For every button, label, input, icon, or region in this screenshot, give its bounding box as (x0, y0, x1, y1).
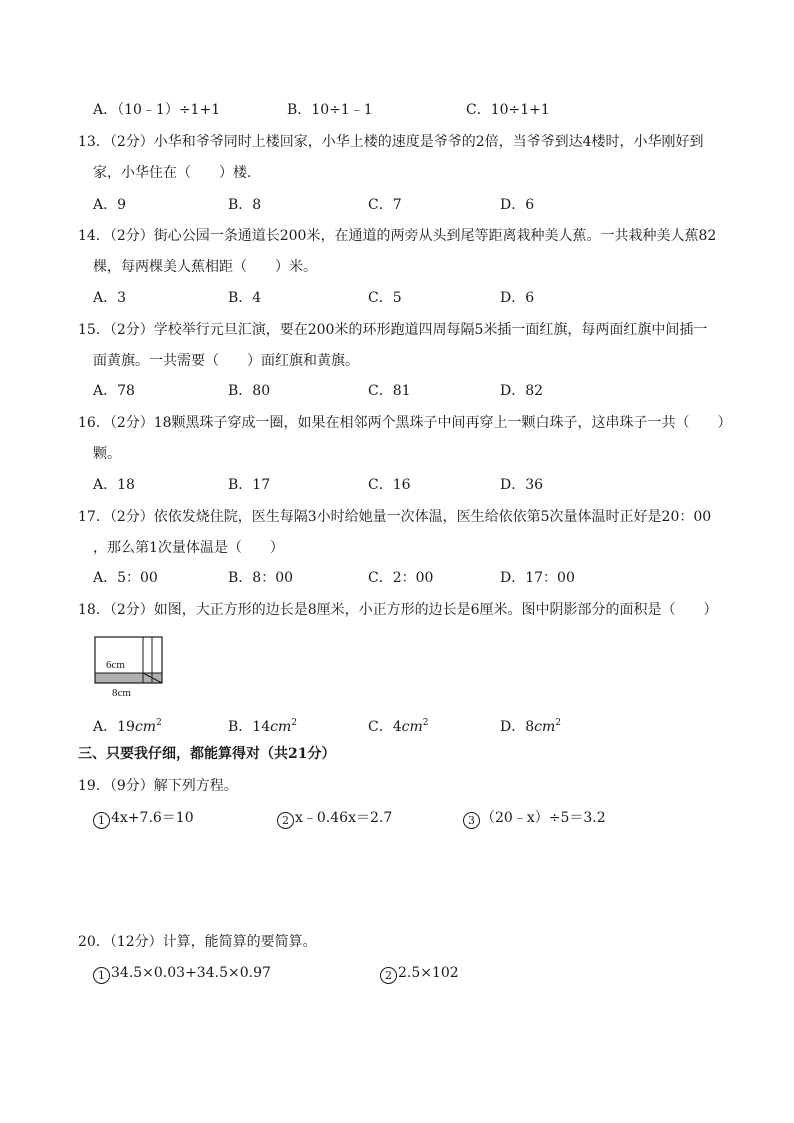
small-square-label: 6cm (106, 659, 125, 671)
q14-option-d: D．6 (500, 290, 535, 306)
circled-number-3: 3 (463, 812, 480, 829)
q20-expression-1: 1 34.5×0.03+34.5×0.97 (93, 963, 271, 984)
q19-equation-2: 2 x﹣0.46x＝2.7 (277, 808, 392, 829)
q13-option-b: B．8 (228, 197, 262, 213)
q13-option-a: A．9 (93, 197, 127, 213)
q15-option-b: B．80 (228, 383, 271, 399)
q17-option-a: A．5：00 (93, 570, 158, 586)
big-square-label: 8cm (112, 687, 131, 698)
q18-option-c: C．$4cm^2$ (368, 718, 429, 735)
q13-option-c: C．7 (368, 197, 402, 213)
q16-option-c: C．16 (368, 477, 411, 493)
q12-option-b: B．10÷1﹣1 (287, 102, 373, 118)
q16-text-line2: 颗。 (93, 446, 121, 462)
section-3-heading: 三、只要我仔细，都能算得对（共21分） (78, 746, 336, 762)
q18-option-b: B．$14cm^2$ (228, 718, 297, 735)
q15-option-a: A．78 (93, 383, 135, 399)
q15-text-line1: 15．（2分）学校举行元旦汇演，要在200米的环形跑道四周每隔5米插一面红旗，每两面红旗中间插一 (78, 322, 708, 338)
circled-number-1: 1 (93, 967, 110, 984)
q14-text-line1: 14．（2分）街心公园一条通道长200米，在通道的两旁从头到尾等距离栽种美人蕉。一共栽种美人蕉82 (78, 228, 717, 244)
q16-text-line1: 16．（2分）18颗黑珠子穿成一圈，如果在相邻两个黑珠子中间再穿上一颗白珠子，这串珠子一共（ ） (78, 415, 732, 431)
q17-option-d: D．17：00 (500, 570, 575, 586)
q20-title: 20．（12分）计算，能简算的要简算。 (78, 934, 317, 950)
q17-option-b: B．8：00 (228, 570, 294, 586)
q15-option-d: D．82 (500, 383, 544, 399)
q17-option-c: C．2：00 (368, 570, 434, 586)
q12-option-c: C．10÷1+1 (466, 102, 550, 118)
q17-text-line1: 17．（2分）依依发烧住院，医生每隔3小时给她量一次体温，医生给依依第5次量体温时正好是20：00 (78, 509, 712, 525)
q14-text-line2: 棵，每两棵美人蕉相距（ ）米。 (93, 259, 317, 275)
q14-option-b: B．4 (228, 290, 262, 306)
q19-equation-3: 3 （20﹣x）÷5＝3.2 (463, 808, 606, 829)
q14-option-a: A．3 (93, 290, 127, 306)
q14-option-c: C．5 (368, 290, 402, 306)
q13-text-line2: 家，小华住在（ ）楼． (93, 165, 261, 181)
q13-option-d: D．6 (500, 197, 535, 213)
q17-text-line2: ，那么第1次量体温是（ ） (93, 540, 284, 556)
q18-text-line1: 18．（2分）如图，大正方形的边长是8厘米，小正方形的边长是6厘米。图中阴影部分的面积是（ ） (78, 602, 718, 618)
q18-option-a: A．$19cm^2$ (93, 718, 162, 735)
q15-text-line2: 面黄旗。一共需要（ ）面红旗和黄旗。 (93, 353, 359, 369)
q18-option-d: D．$8cm^2$ (500, 718, 561, 735)
q16-option-b: B．17 (228, 477, 271, 493)
q20-expression-2: 2 2.5×102 (380, 963, 459, 984)
q18-square-figure (94, 636, 164, 698)
q13-text-line1: 13．（2分）小华和爷爷同时上楼回家，小华上楼的速度是爷爷的2倍，当爷爷到达4楼时，小华刚好到 (78, 134, 704, 150)
q19-title: 19．（9分）解下列方程。 (78, 778, 238, 794)
q12-option-a: A．（10﹣1）÷1+1 (93, 102, 221, 118)
circled-number-2: 2 (380, 967, 397, 984)
circled-number-2: 2 (277, 812, 294, 829)
q15-option-c: C．81 (368, 383, 411, 399)
q19-equation-1: 1 4x+7.6＝10 (93, 808, 194, 829)
q16-option-a: A．18 (93, 477, 135, 493)
circled-number-1: 1 (93, 812, 110, 829)
q16-option-d: D．36 (500, 477, 544, 493)
